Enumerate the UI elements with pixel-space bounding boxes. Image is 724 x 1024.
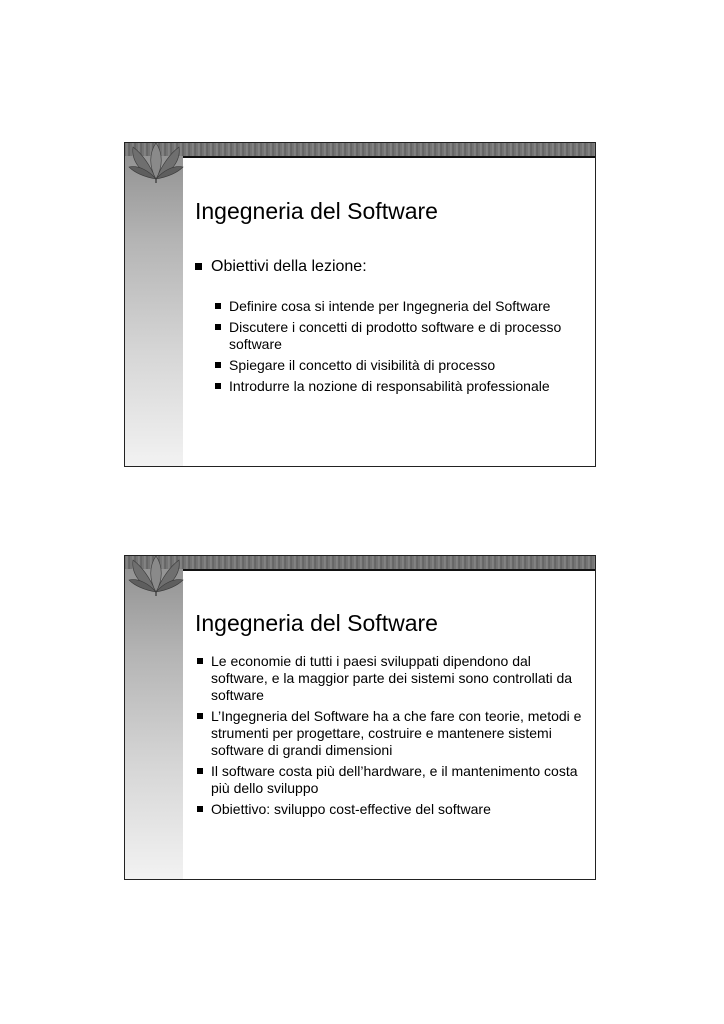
slide-1 [124,142,596,467]
list-item: Obiettivi della lezione: [195,257,585,277]
slide-sidebar [125,556,183,879]
slide-sidebar [125,143,183,466]
slide-top-rule [183,569,595,571]
slide-title: Ingegneria del Software [195,610,438,636]
list-item: Obiettivo: sviluppo cost-effective del software [195,801,591,818]
sub-bullet-list [215,298,585,399]
slide-top-bar [125,143,595,156]
list-item: Spiegare il concetto di visibilità di processo [215,357,585,374]
slide-title: Ingegneria del Software [195,198,438,224]
leaf-icon [127,143,185,183]
list-item: Il software costa più dell’hardware, e il mantenimento costa più dello sviluppo [195,763,591,797]
list-item: L’Ingegneria del Software ha a che fare con teorie, metodi e strumenti per progettare, costruire e mantenere sistemi software di grandi dimensioni [195,708,591,759]
slide-top-bar [125,556,595,569]
list-item: Discutere i concetti di prodotto software e di processo software [215,319,585,353]
bullet-list [195,653,591,822]
leaf-icon [127,556,185,596]
bullet-list [195,257,585,277]
list-item: Definire cosa si intende per Ingegneria del Software [215,298,585,315]
slide-2 [124,555,596,880]
list-item: Le economie di tutti i paesi sviluppati dipendono dal software, e la maggior parte dei sistemi sono controllati da software [195,653,591,704]
list-item: Introdurre la nozione di responsabilità professionale [215,378,585,395]
slide-top-rule [183,156,595,158]
